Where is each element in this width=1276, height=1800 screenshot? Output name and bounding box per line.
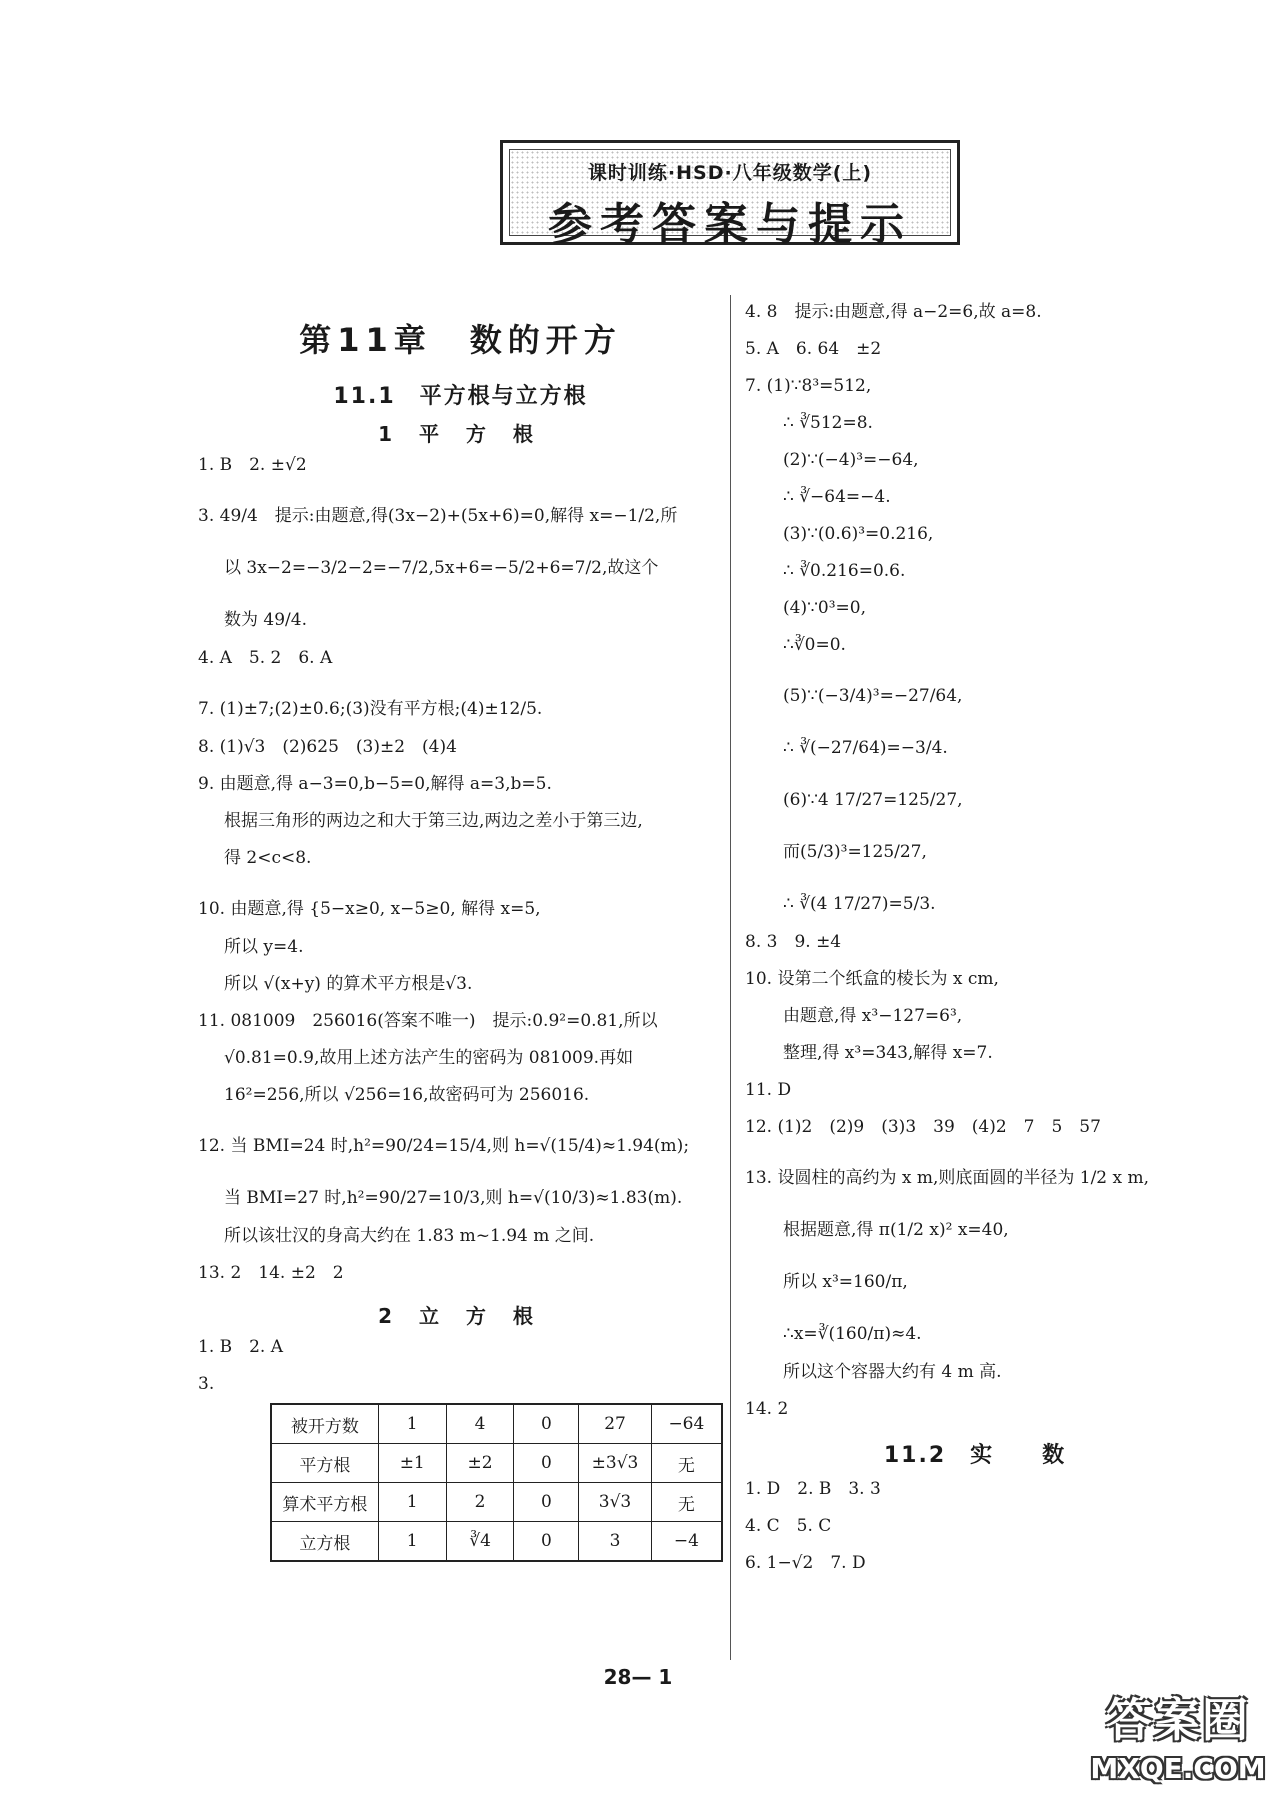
left-column xyxy=(198,300,723,1562)
table-cell: 0 xyxy=(514,1404,579,1444)
answer-line: 11. 081009 256016(答案不唯一) 提示:0.9²=0.81,所以 xyxy=(198,1011,658,1031)
table-cell: −64 xyxy=(651,1404,722,1444)
answer-line: 而(5/3)³=125/27, xyxy=(783,842,927,862)
answer-line: ∴ ∛−64=−4. xyxy=(783,487,891,507)
table-cell: 1 xyxy=(378,1522,446,1562)
table-cell: 算术平方根 xyxy=(271,1483,378,1522)
answer-line: ∴ ∛0.216=0.6. xyxy=(783,561,906,581)
table-cell: 2 xyxy=(446,1483,514,1522)
answer-line: 以 3x−2=−3/2−2=−7/2,5x+6=−5/2+6=7/2,故这个 xyxy=(224,558,659,578)
answer-line: (6)∵4 17/27=125/27, xyxy=(783,790,963,810)
answer-line: (2)∵(−4)³=−64, xyxy=(783,450,919,470)
header-subtitle: 课时训练·HSD·八年级数学(上) xyxy=(587,162,873,184)
subsection-square-root: 1 平 方 根 xyxy=(378,422,543,446)
answer-line: ∴∛0=0. xyxy=(783,635,846,655)
answer-line: 3. 49/4 提示:由题意,得(3x−2)+(5x+6)=0,解得 x=−1/2,所 xyxy=(198,506,678,526)
answer-line: ∴x=∛(160/π)≈4. xyxy=(783,1324,922,1344)
table-cell: 立方根 xyxy=(271,1522,378,1562)
answer-line: 所以 √(x+y) 的算术平方根是√3. xyxy=(224,974,473,994)
answer-line: √0.81=0.9,故用上述方法产生的密码为 081009.再如 xyxy=(224,1048,634,1068)
answer-line: (3)∵(0.6)³=0.216, xyxy=(783,524,934,544)
answer-line: 14. 2 xyxy=(745,1399,789,1419)
column-divider xyxy=(730,295,731,1660)
answer-line: 4. 8 提示:由题意,得 a−2=6,故 a=8. xyxy=(745,302,1042,322)
answer-line: 当 BMI=27 时,h²=90/27=10/3,则 h=√(10/3)≈1.83(m). xyxy=(224,1188,683,1208)
table-cell: 平方根 xyxy=(271,1444,378,1483)
answer-line: 由题意,得 x³−127=6³, xyxy=(783,1006,963,1026)
section-title-11-1: 11.1 平方根与立方根 xyxy=(333,384,588,409)
answer-line: 数为 49/4. xyxy=(224,610,307,630)
table-cell: −4 xyxy=(651,1522,722,1562)
table-row xyxy=(271,1483,722,1522)
header-title: 参考答案与提示 xyxy=(548,199,912,250)
answer-line: 6. 1−√2 7. D xyxy=(745,1553,866,1573)
table-cell: 0 xyxy=(514,1522,579,1562)
answer-line: 所以该壮汉的身高大约在 1.83 m~1.94 m 之间. xyxy=(224,1226,595,1246)
answer-line: ∴ ∛(4 17/27)=5/3. xyxy=(783,894,936,914)
table-cell: 4 xyxy=(446,1404,514,1444)
logo-text-top: 答案圈 xyxy=(1106,1693,1250,1747)
answer-line: 4. C 5. C xyxy=(745,1516,832,1536)
answer-line: 3. xyxy=(198,1374,215,1394)
answer-line: 所以 x³=160/π, xyxy=(783,1272,908,1292)
answer-line: 7. (1)∵8³=512, xyxy=(745,376,872,396)
table-cell: 3 xyxy=(579,1522,652,1562)
table-cell: 0 xyxy=(514,1444,579,1483)
answer-line: (5)∵(−3/4)³=−27/64, xyxy=(783,686,963,706)
table-row xyxy=(271,1444,722,1483)
answer-line: 12. 当 BMI=24 时,h²=90/24=15/4,则 h=√(15/4)≈1.94(m); xyxy=(198,1136,690,1156)
table-cell: ±1 xyxy=(378,1444,446,1483)
table-cell: 1 xyxy=(378,1404,446,1444)
table-cell: 27 xyxy=(579,1404,652,1444)
answer-line: 4. A 5. 2 6. A xyxy=(198,648,333,668)
page-number: 28— 1 xyxy=(603,1665,673,1689)
answer-line: 13. 设圆柱的高约为 x m,则底面圆的半径为 1/2 x m, xyxy=(745,1168,1150,1188)
answer-line: 得 2<c<8. xyxy=(224,848,312,868)
logo-text-bottom: MXQE.COM xyxy=(1090,1752,1266,1785)
answer-line: ∴ ∛(−27/64)=−3/4. xyxy=(783,738,948,758)
answer-line: 1. B 2. ±√2 xyxy=(198,455,307,475)
answer-line: ∴ ∛512=8. xyxy=(783,413,873,433)
answer-line: 1. B 2. A xyxy=(198,1337,284,1357)
table-cell: 无 xyxy=(651,1444,722,1483)
answer-line: 9. 由题意,得 a−3=0,b−5=0,解得 a=3,b=5. xyxy=(198,774,552,794)
table-row xyxy=(271,1522,722,1562)
answer-line: 10. 设第二个纸盒的棱长为 x cm, xyxy=(745,969,999,989)
table-row xyxy=(271,1404,722,1444)
answer-line: 5. A 6. 64 ±2 xyxy=(745,339,882,359)
table-cell: 被开方数 xyxy=(271,1404,378,1444)
answer-line: 12. (1)2 (2)9 (3)3 39 (4)2 7 5 57 xyxy=(745,1117,1101,1137)
answer-line: 所以 y=4. xyxy=(224,937,304,957)
answer-line: 所以这个容器大约有 4 m 高. xyxy=(783,1362,1002,1382)
answer-line: 根据三角形的两边之和大于第三边,两边之差小于第三边, xyxy=(224,811,643,831)
watermark-logo xyxy=(1090,1690,1266,1790)
table-cell: ±2 xyxy=(446,1444,514,1483)
table-cell: 3√3 xyxy=(579,1483,652,1522)
answer-line: 根据题意,得 π(1/2 x)² x=40, xyxy=(783,1220,1009,1240)
answer-line: 8. (1)√3 (2)625 (3)±2 (4)4 xyxy=(198,737,457,757)
header-dotted-panel xyxy=(509,149,951,250)
answer-line: 1. D 2. B 3. 3 xyxy=(745,1479,881,1499)
table-cell: 无 xyxy=(651,1483,722,1522)
table-cell: 0 xyxy=(514,1483,579,1522)
table-cell: 1 xyxy=(378,1483,446,1522)
answer-line: 10. 由题意,得 {5−x≥0, x−5≥0, 解得 x=5, xyxy=(198,899,541,919)
right-column xyxy=(745,300,1205,1588)
answer-line: 13. 2 14. ±2 2 xyxy=(198,1263,344,1283)
answer-line: (4)∵0³=0, xyxy=(783,598,866,618)
table-cell: ±3√3 xyxy=(579,1444,652,1483)
header-box xyxy=(500,140,960,250)
table-cell: ∛4 xyxy=(446,1522,514,1562)
answer-line: 整理,得 x³=343,解得 x=7. xyxy=(783,1043,993,1063)
roots-table xyxy=(270,1403,723,1562)
answer-line: 8. 3 9. ±4 xyxy=(745,932,842,952)
answer-line: 7. (1)±7;(2)±0.6;(3)没有平方根;(4)±12/5. xyxy=(198,699,543,719)
answer-line: 16²=256,所以 √256=16,故密码可为 256016. xyxy=(224,1085,590,1105)
answer-line: 11. D xyxy=(745,1080,792,1100)
section-title-11-2: 11.2 实 数 xyxy=(883,1443,1067,1468)
subsection-cube-root: 2 立 方 根 xyxy=(378,1304,543,1328)
chapter-title: 第11章 数的开方 xyxy=(299,321,622,359)
